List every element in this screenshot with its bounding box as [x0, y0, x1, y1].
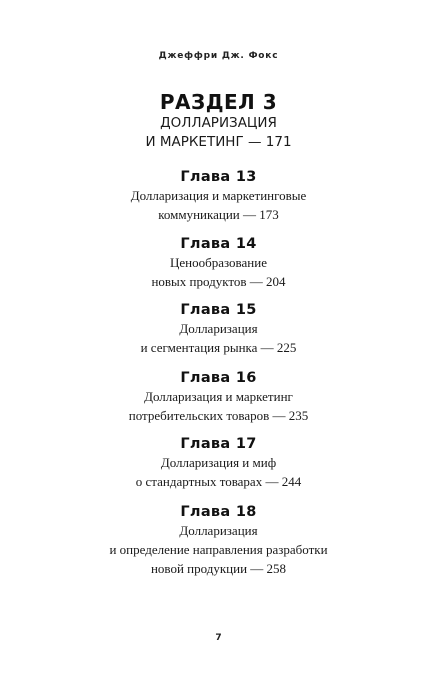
chapter-entry-14 [0, 235, 437, 291]
chapter-entry-16 [0, 369, 437, 425]
section-subtitle-line: И МАРКЕТИНГ — 171 [145, 134, 292, 150]
section-heading [0, 90, 437, 152]
chapter-entry-15 [0, 301, 437, 357]
chapter-line: Ценообразование [170, 255, 267, 270]
page-number: 7 [215, 633, 222, 643]
chapter-line: Долларизация [179, 523, 258, 538]
chapter-line: Долларизация и миф [160, 455, 277, 470]
chapter-title: Глава 13 [180, 169, 257, 185]
chapter-title: Глава 16 [180, 370, 257, 386]
section-title: РАЗДЕЛ 3 [159, 90, 278, 114]
chapter-title: Глава 14 [180, 236, 257, 252]
chapter-entry-17 [0, 435, 437, 491]
chapter-line: и сегментация рынка — 225 [140, 340, 297, 355]
chapter-line: потребительских товаров — 235 [128, 408, 309, 423]
section-subtitle-line: ДОЛЛАРИЗАЦИЯ [160, 115, 277, 131]
chapter-line: новых продуктов — 204 [151, 274, 286, 289]
chapter-line: Долларизация и маркетинговые [130, 188, 307, 203]
chapter-line: и определение направления разработки [109, 542, 328, 557]
running-head: Джеффри Дж. Фокс [158, 51, 279, 61]
chapter-line: о стандартных товарах — 244 [135, 474, 302, 489]
chapter-entry-13 [0, 168, 437, 224]
chapter-title: Глава 18 [180, 504, 257, 520]
chapter-line: Долларизация [179, 321, 258, 336]
chapter-title: Глава 15 [180, 302, 257, 318]
chapter-line: Долларизация и маркетинг [144, 389, 293, 404]
chapter-line: коммуникации — 173 [158, 207, 279, 222]
chapter-entry-18 [0, 503, 437, 578]
chapter-line: новой продукции — 258 [150, 561, 287, 576]
chapter-title: Глава 17 [180, 436, 257, 452]
